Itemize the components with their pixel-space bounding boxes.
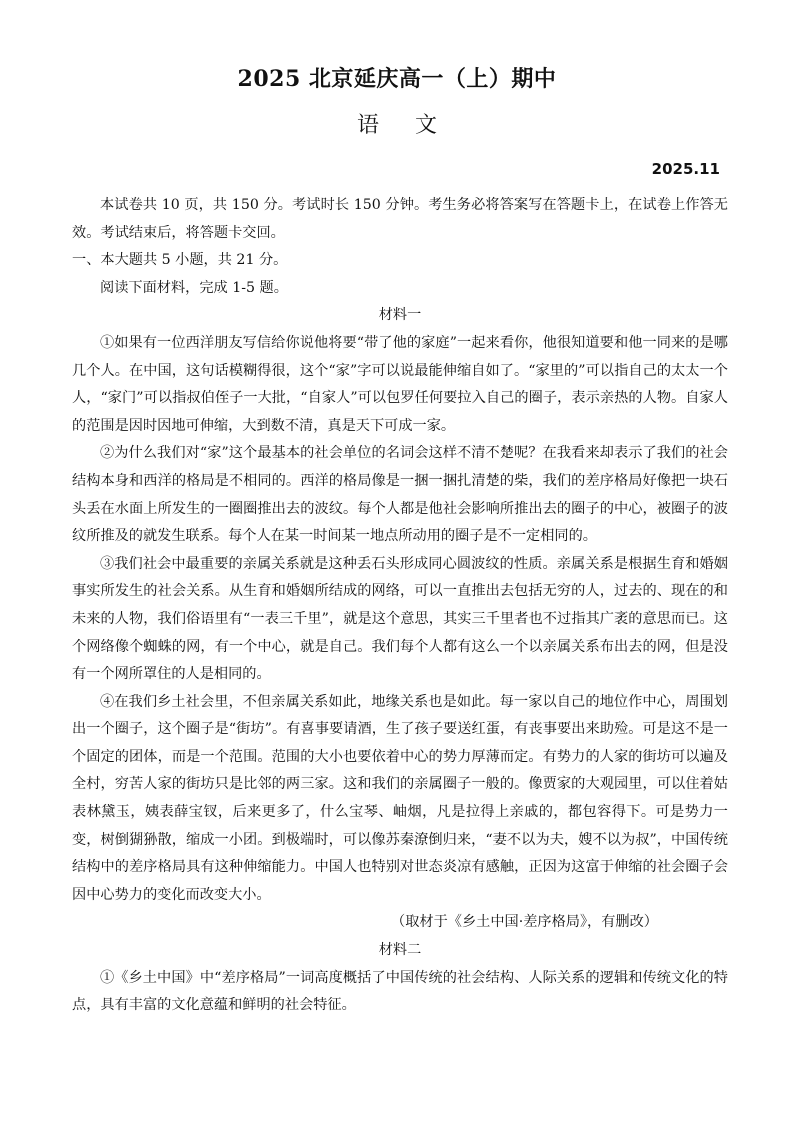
material-one-heading: 材料一 <box>378 307 422 324</box>
material-one-paragraph-4: ④在我们乡土社会里，不但亲属关系如此，地缘关系也是如此。每一家以自己的地位作中心，周围划出一个圈子，这个圈子是“街坊”。有喜事要请酒，生了孩子要送红蛋，有丧事要出来助殓。可是这不是一个固定的团体，而是一个范围。范围的大小也要依着中心的势力厚薄而定。有势力的人家的街坊可以遍及全村，穷苦人家的街坊只是比邻的两三家。这和我们的亲属圈子一般的。像贾家的大观园里，可以住着姑表林黛玉，姨表薛宝钗，后来更多了，什么宝琴、岫烟，凡是拉得上亲戚的，都包容得下。可是势力一变，树倒猢狲散，缩成一小团。到极端时，可以像苏秦潦倒归来，“妻不以为夫，嫂不以为叔”，中国传统结构中的差序格局具有这种伸缩能力。中国人也特别对世态炎凉有感触，正因为这富于伸缩的社会圈子会因中心势力的变化而改变大小。 <box>72 693 728 903</box>
material-two-paragraph-1: ①《乡土中国》中“差序格局”一词高度概括了中国传统的社会结构、人际关系的逻辑和传统文化的特点，具有丰富的文化意蕴和鲜明的社会特征。 <box>72 969 728 1014</box>
instruction-notice: 本试卷共 10 页，共 150 分。考试时长 150 分钟。考生务必将答案写在答题卡上，在试卷上作答无效。考试结束后，将答题卡交回。 <box>72 197 728 241</box>
exam-body <box>72 192 728 1020</box>
material-one-paragraph-3: ③我们社会中最重要的亲属关系就是这种丢石头形成同心圆波纹的性质。亲属关系是根据生育和婚姻事实所发生的社会关系。从生育和婚姻所结成的网络，可以一直推出去包括无穷的人，过去的、现在的和未来的人物，我们俗语里有“一表三千里”，就是这个意思，其实三千里者也不过指其广袤的意思而已。这个网络像个蜘蛛的网，有一个中心，就是自己。我们每个人都有这么一个以亲属关系布出去的网，但是没有一个网所罩住的人是相同的。 <box>72 555 728 683</box>
subject-char-2: 文 <box>415 113 438 138</box>
exam-date: 2025.11 <box>651 160 720 178</box>
section-heading: 一、本大题共 5 小题，共 21 分。 <box>72 252 288 269</box>
material-two-heading: 材料二 <box>378 942 422 959</box>
reading-prompt: 阅读下面材料，完成 1-5 题。 <box>100 279 288 296</box>
material-one-paragraph-2: ②为什么我们对“家”这个最基本的社会单位的名词会这样不清不楚呢？在我看来却表示了我们的社会结构本身和西洋的格局是不相同的。西洋的格局像是一捆一捆扎清楚的柴，我们的差序格局好像把一块石头丢在水面上所发生的一圈圈推出去的波纹。每个人都是他社会影响所推出去的圈子的中心，被圈子的波纹所推及的就发生联系。每个人在某一时间某一地点所动用的圈子是不一定相同的。 <box>72 445 728 545</box>
subject-char-1: 语 <box>356 113 379 138</box>
exam-title: 2025 北京延庆高一（上）期中 <box>237 66 557 92</box>
subject-heading <box>0 108 794 139</box>
material-one-source: （取材于《乡土中国·差序格局》，有删改） <box>391 914 658 931</box>
material-one-paragraph-1: ①如果有一位西洋朋友写信给你说他将要“带了他的家庭”一起来看你，他很知道要和他一同来的是哪几个人。在中国，这句话模糊得很，这个“家”字可以说最能伸缩自如了。“家里的”可以指自己的太太一个人，“家门”可以指叔伯侄子一大批，“自家人”可以包罗任何要拉入自己的圈子，表示亲热的人物。自家人的范围是因时因地可伸缩，大到数不清，真是天下可成一家。 <box>72 334 728 434</box>
